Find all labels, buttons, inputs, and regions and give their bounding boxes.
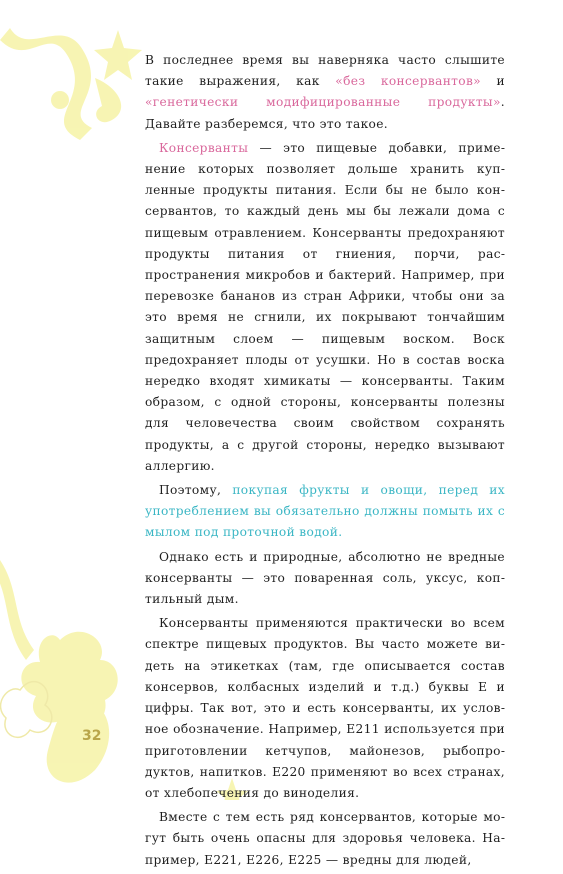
article-text: [145, 50, 505, 874]
paragraph-1-end: . Давайте разберемся, что это такое.: [145, 95, 505, 131]
paragraph-5: Консерванты применяются практически во всем спектре пищевых продуктов. Вы часто можете видеть на этикетках (там, где описывается состав консервов, колбасных изделий и т.д.) буквы Е и цифры. Так вот, это и есть консерванты, их условное обозначение. Например, Е211 используется при приготовлении кетчупов, майонезов, рыбопродуктов, напитков. Е220 применяют во всех странах, от хлебопечения до виноделия.: [145, 616, 505, 800]
paragraph-4: Однако есть и природные, абсолютно не вредные консерванты — это поваренная соль, уксус, коптильный дым.: [145, 549, 505, 607]
paragraph-3-lead: Поэтому,: [159, 483, 233, 498]
paragraph-1-conj: и: [480, 74, 506, 89]
star-decoration: [94, 30, 142, 80]
highlight-wash-advice: покупая фрукты и овощи, перед их употреблением вы обязательно должны помыть их с мылом под проточной водой.: [145, 483, 506, 540]
paragraph-1: [145, 50, 505, 135]
dot-decoration: [51, 91, 69, 109]
paragraph-2-text: — это пищевые добавки, применение которых позволяет дольше хранить купленные продукты питания. Если бы не было консервантов, то каждый день мы бы лежали дома с пищевым отравлением. Консерванты предохраняют продукты питания от гниения, порчи, распространения микробов и бактерий. Например, при перевозке бананов из стран Африки, чтобы они за это время не сгнили, их покрывают тончайшим защитным слоем — пищевым воском. Воск предохраняет плоды от усушки. Но в состав воска нередко входят химикаты — консерванты. Таким образом, с одной стороны, консерванты полезны для человечества своим свойством сохранять продукты, а с другой стороны, нередко вызывают аллергию.: [145, 140, 505, 473]
ribbon-decoration: [0, 28, 92, 140]
paragraph-2: [145, 138, 505, 477]
paragraph-3: [145, 480, 505, 544]
page-number: 32: [82, 728, 102, 744]
highlight-gmo: «генетически модифицированные продукты»: [145, 95, 501, 110]
paragraph-6: Вместе с тем есть ряд консервантов, которые могут быть очень опасны для здоровья человека. Например, Е221, Е226, Е225 — вредны для людей,: [145, 810, 505, 867]
highlight-no-preservatives: «без консервантов»: [335, 74, 481, 89]
wave-decoration: [0, 560, 34, 660]
paragraph-1-text: В последнее время вы наверняка часто слышите такие выражения, как: [145, 53, 505, 89]
term-preservatives: Консерванты: [159, 140, 249, 155]
swirl-decoration: [95, 78, 121, 122]
